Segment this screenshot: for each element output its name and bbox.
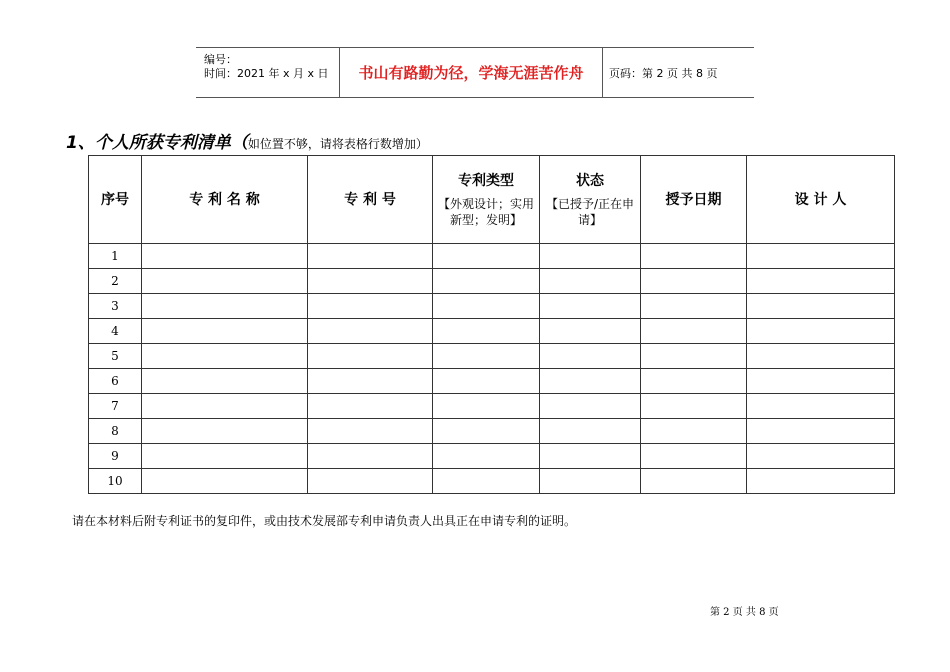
row-index: 8 — [89, 419, 142, 444]
table-row — [89, 344, 895, 369]
header-patent-type — [433, 156, 540, 244]
table-body — [89, 244, 895, 494]
row-index: 7 — [89, 394, 142, 419]
table-cell[interactable] — [641, 319, 747, 344]
table-cell[interactable] — [308, 294, 433, 319]
page-footer: 第 2 页 共 8 页 — [710, 607, 779, 618]
header-grant-date — [641, 156, 747, 244]
table-cell[interactable] — [641, 469, 747, 494]
header-patent-number — [308, 156, 433, 244]
table-cell[interactable] — [142, 344, 308, 369]
table-cell[interactable] — [747, 244, 895, 269]
table-row — [89, 419, 895, 444]
document-header — [196, 47, 754, 98]
header-title: 状态 — [576, 172, 604, 189]
row-index: 2 — [89, 269, 142, 294]
table-cell[interactable] — [433, 244, 540, 269]
table-cell[interactable] — [142, 394, 308, 419]
table-cell[interactable] — [433, 344, 540, 369]
table-cell[interactable] — [308, 244, 433, 269]
row-index: 6 — [89, 369, 142, 394]
table-cell[interactable] — [540, 419, 641, 444]
table-cell[interactable] — [142, 369, 308, 394]
table-cell[interactable] — [433, 369, 540, 394]
table-cell[interactable] — [641, 294, 747, 319]
header-title: 设 计 人 — [794, 191, 847, 208]
table-cell[interactable] — [641, 369, 747, 394]
table-cell[interactable] — [747, 344, 895, 369]
table-cell[interactable] — [308, 319, 433, 344]
header-subtitle: 【已授予/正在申请】 — [545, 196, 635, 227]
table-cell[interactable] — [747, 319, 895, 344]
patent-list-table — [88, 155, 895, 494]
table-cell[interactable] — [641, 244, 747, 269]
row-index: 5 — [89, 344, 142, 369]
table-cell[interactable] — [747, 369, 895, 394]
header-left-block — [196, 48, 339, 97]
table-cell[interactable] — [540, 244, 641, 269]
table-cell[interactable] — [641, 444, 747, 469]
table-row — [89, 294, 895, 319]
table-cell[interactable] — [433, 294, 540, 319]
table-cell[interactable] — [540, 319, 641, 344]
table-cell[interactable] — [540, 394, 641, 419]
table-cell[interactable] — [641, 419, 747, 444]
table-cell[interactable] — [641, 269, 747, 294]
table-cell[interactable] — [142, 244, 308, 269]
motto-text: 书山有路勤为径，学海无涯苦作舟 — [358, 64, 584, 82]
row-index: 10 — [89, 469, 142, 494]
page-code: 页码：第 2 页 共 8 页 — [609, 66, 718, 80]
table-cell[interactable] — [641, 394, 747, 419]
section-title-note: 如位置不够，请将表格行数增加） — [247, 137, 428, 151]
table-row — [89, 469, 895, 494]
table-row — [89, 244, 895, 269]
header-subtitle: 【外观设计；实用新型；发明】 — [437, 196, 534, 227]
table-cell[interactable] — [308, 469, 433, 494]
footnote: 请在本材料后附专利证书的复印件，或由技术发展部专利申请负责人出具正在申请专利的证明。 — [72, 514, 577, 528]
header-index — [89, 156, 142, 244]
table-cell[interactable] — [641, 344, 747, 369]
header-status — [540, 156, 641, 244]
table-row — [89, 269, 895, 294]
table-cell[interactable] — [433, 444, 540, 469]
header-title: 序号 — [101, 191, 129, 208]
table-cell[interactable] — [433, 469, 540, 494]
table-cell[interactable] — [747, 294, 895, 319]
table-cell[interactable] — [747, 444, 895, 469]
header-title: 专 利 号 — [344, 191, 396, 208]
header-right-block — [603, 48, 754, 97]
table-header-row — [89, 156, 895, 244]
table-cell[interactable] — [142, 294, 308, 319]
section-title-main: 1、个人所获专利清单（ — [66, 133, 248, 153]
table-cell[interactable] — [433, 269, 540, 294]
table-cell[interactable] — [433, 419, 540, 444]
table-cell[interactable] — [142, 469, 308, 494]
header-patent-name — [142, 156, 308, 244]
row-index: 3 — [89, 294, 142, 319]
table-cell[interactable] — [747, 394, 895, 419]
table-cell[interactable] — [308, 344, 433, 369]
table-row — [89, 369, 895, 394]
header-motto-block — [339, 48, 603, 97]
table-cell[interactable] — [433, 319, 540, 344]
table-cell[interactable] — [308, 394, 433, 419]
table-cell[interactable] — [540, 344, 641, 369]
table-row — [89, 444, 895, 469]
table-cell[interactable] — [540, 269, 641, 294]
time-label: 时间：2021 年 x 月 x 日 — [204, 67, 329, 80]
section-title — [66, 128, 428, 153]
table-cell[interactable] — [142, 419, 308, 444]
table-cell[interactable] — [142, 269, 308, 294]
table-row — [89, 394, 895, 419]
table-row — [89, 319, 895, 344]
table-cell[interactable] — [540, 444, 641, 469]
table-cell[interactable] — [747, 469, 895, 494]
table-cell[interactable] — [308, 369, 433, 394]
table-cell[interactable] — [308, 419, 433, 444]
header-title: 专利类型 — [458, 172, 514, 189]
table-cell[interactable] — [308, 444, 433, 469]
table-cell[interactable] — [540, 469, 641, 494]
row-index: 1 — [89, 244, 142, 269]
table-cell[interactable] — [142, 319, 308, 344]
table-cell[interactable] — [540, 294, 641, 319]
header-designer — [747, 156, 895, 244]
header-title: 授予日期 — [665, 191, 722, 208]
table-cell[interactable] — [308, 269, 433, 294]
number-label: 编号： — [204, 53, 237, 66]
table-cell[interactable] — [747, 269, 895, 294]
row-index: 9 — [89, 444, 142, 469]
table-cell[interactable] — [540, 369, 641, 394]
header-title: 专 利 名 称 — [189, 191, 260, 208]
table-cell[interactable] — [433, 394, 540, 419]
table-cell[interactable] — [747, 419, 895, 444]
row-index: 4 — [89, 319, 142, 344]
table-cell[interactable] — [142, 444, 308, 469]
